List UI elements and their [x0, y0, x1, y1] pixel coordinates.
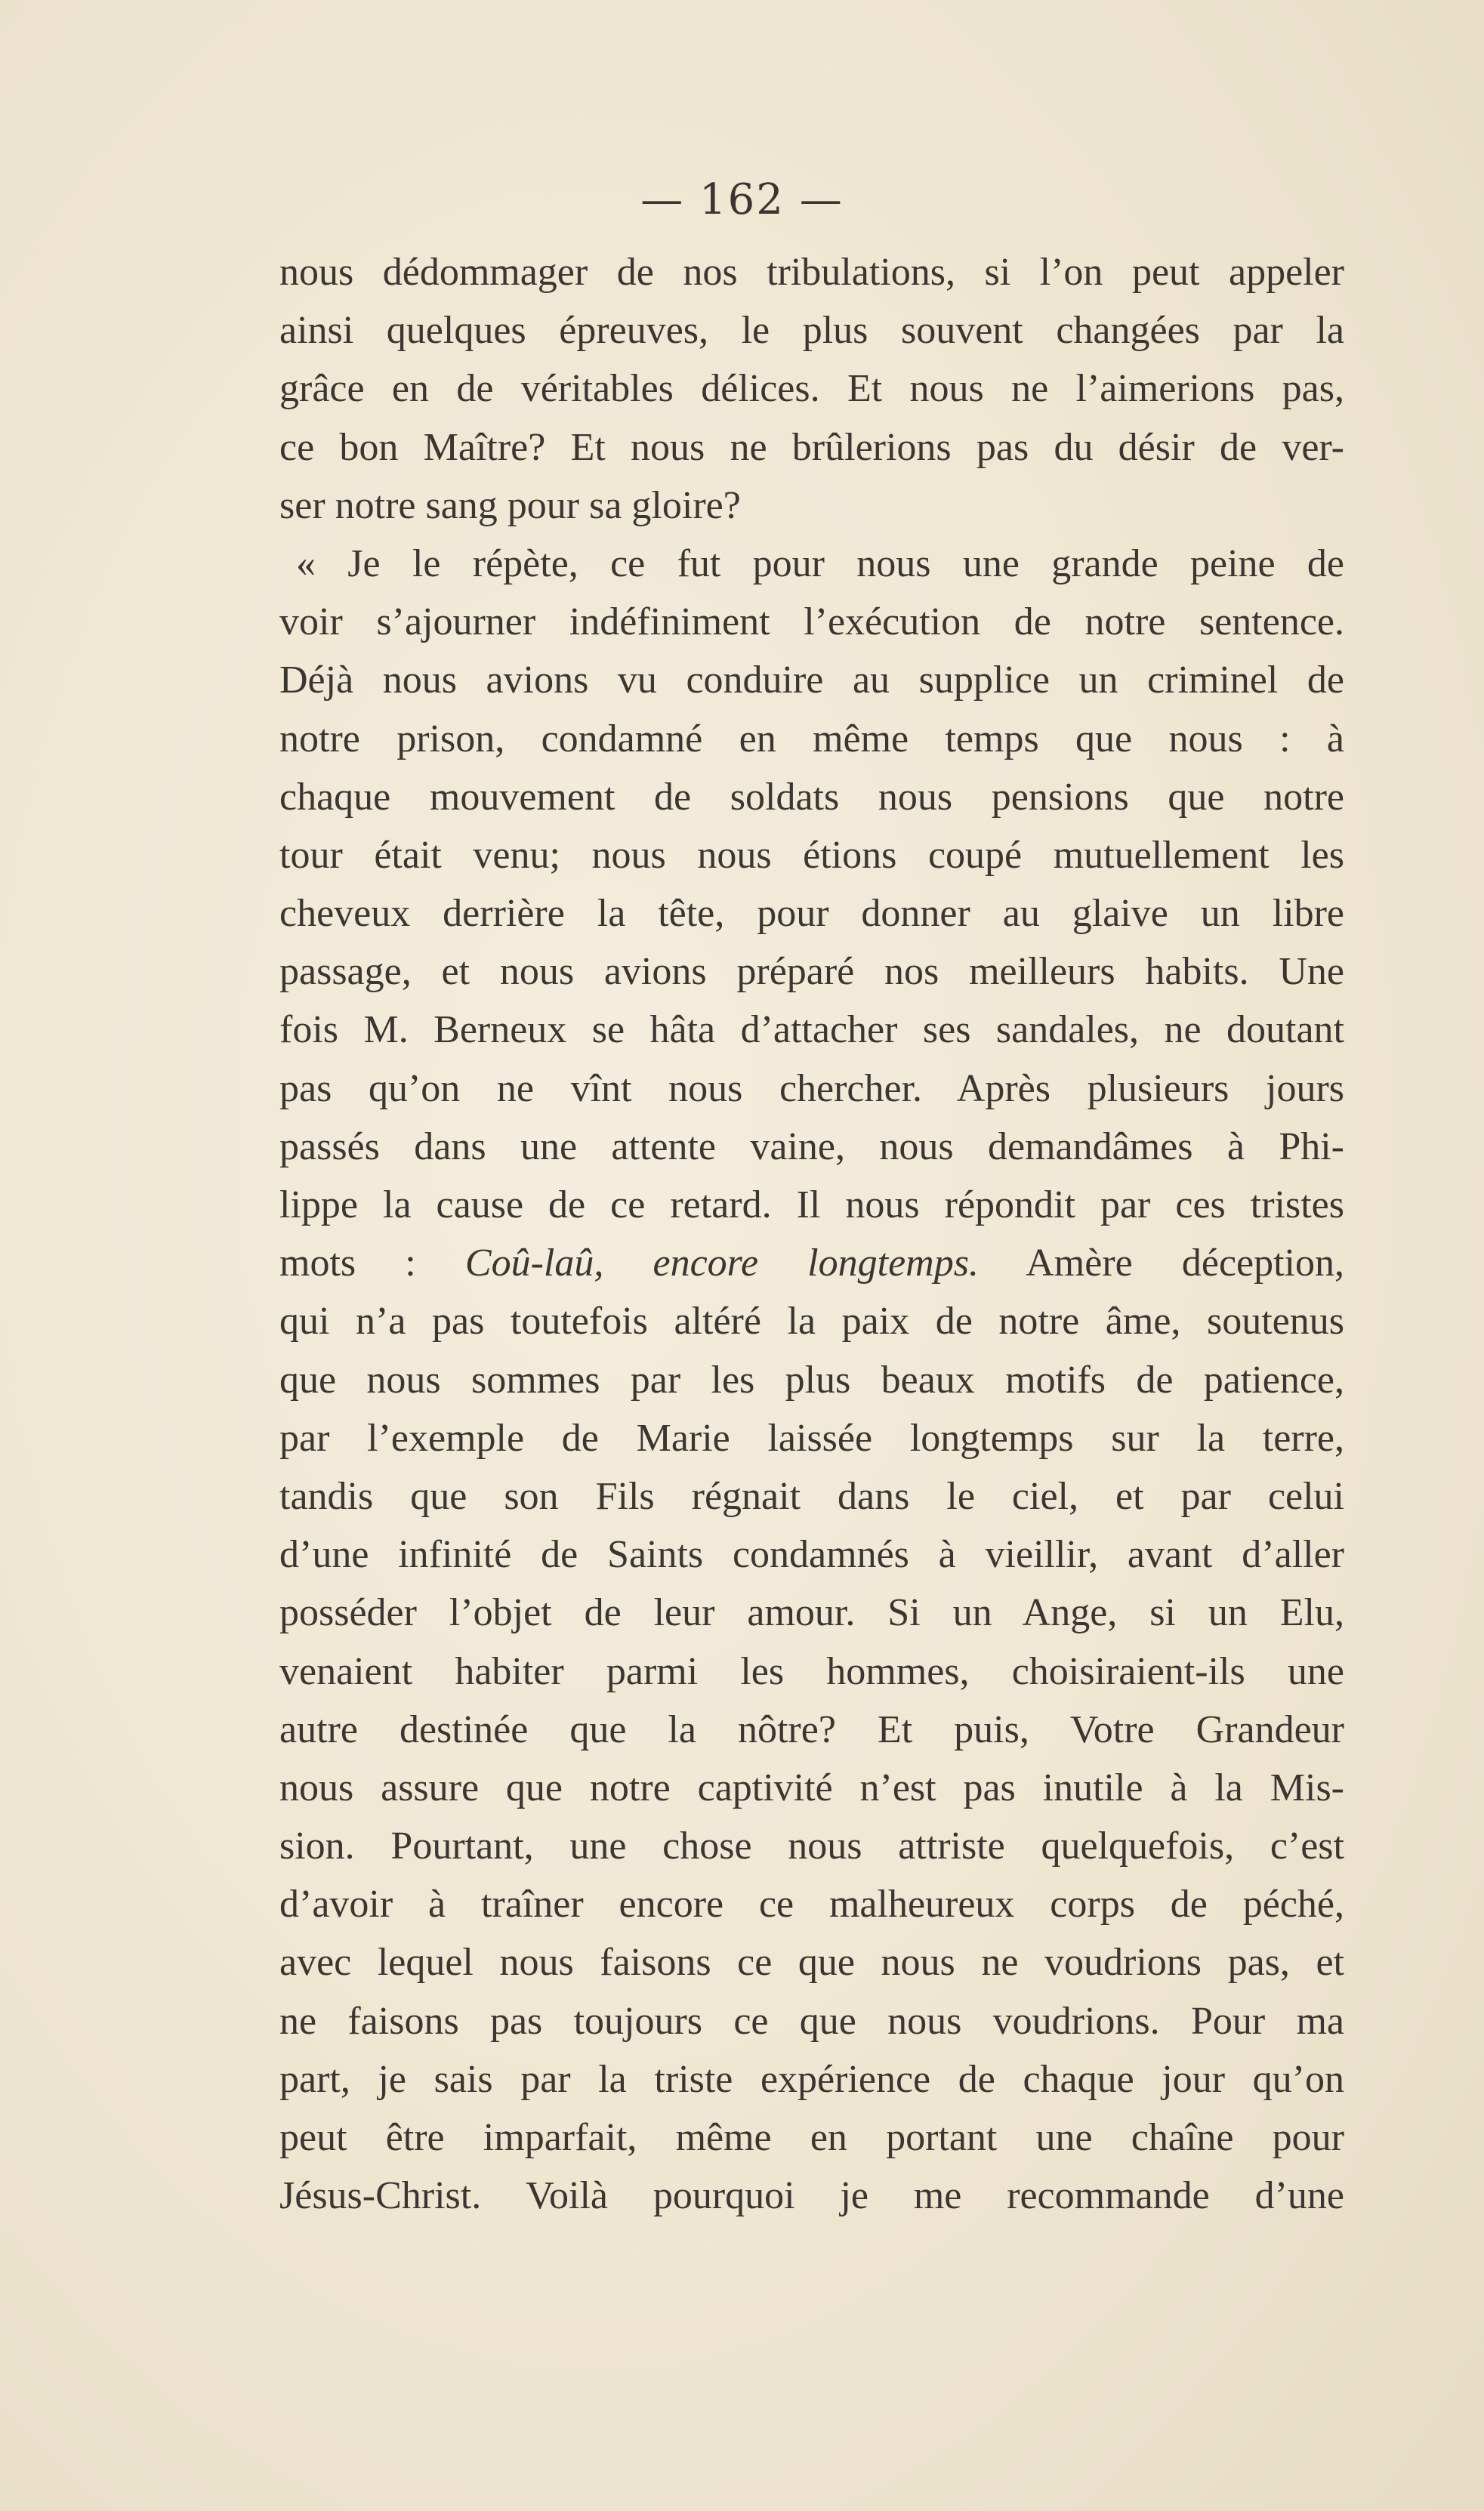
text-line: venaient habiter parmi les hommes, choisiraient-ils une	[279, 1649, 1344, 1693]
text-line: qui n’a pas toutefois altéré la paix de notre âme, soutenus	[279, 1300, 1344, 1343]
body-text	[279, 243, 1344, 2225]
text-line: chaque mouvement de soldats nous pensions que notre	[279, 775, 1344, 819]
text-line: fois M. Berneux se hâta d’attacher ses sandales, ne doutant	[279, 1008, 1344, 1052]
text-line: voir s’ajourner indéfiniment l’exécution de notre sentence.	[279, 600, 1344, 644]
text-line: Jésus-Christ. Voilà pourquoi je me recommande d’une	[279, 2174, 1344, 2218]
text-line: pas qu’on ne vînt nous chercher. Après plusieurs jours	[279, 1066, 1344, 1110]
text-line: Déjà nous avions vu conduire au supplice un criminel de	[279, 659, 1344, 702]
text-line: passés dans une attente vaine, nous demandâmes à Phi-	[279, 1124, 1344, 1168]
text-line: par l’exemple de Marie laissée longtemps sur la terre,	[279, 1416, 1344, 1460]
text-line: part, je sais par la triste expérience de chaque jour qu’on	[279, 2057, 1344, 2101]
text-line: d’une infinité de Saints condamnés à vieillir, avant d’aller	[279, 1533, 1344, 1577]
text-line: ainsi quelques épreuves, le plus souvent changées par la	[279, 309, 1344, 353]
text-line: tandis que son Fils régnait dans le ciel, et par celui	[279, 1474, 1344, 1518]
text-line: ne faisons pas toujours ce que nous voudrions. Pour ma	[279, 1999, 1344, 2043]
text-line: ser notre sang pour sa gloire?	[279, 483, 741, 527]
text-line: que nous sommes par les plus beaux motifs de patience,	[279, 1358, 1344, 1402]
text-line: « Je le répète, ce fut pour nous une grande peine de	[296, 541, 1344, 585]
text-line: tour était venu; nous nous étions coupé mutuellement les	[279, 833, 1344, 877]
italic-quote: Coû-laû, encore longtemps.	[464, 1242, 979, 1285]
text-line: d’avoir à traîner encore ce malheureux corps de péché,	[279, 1883, 1344, 1926]
text-line: grâce en de véritables délices. Et nous ne l’aimerions pas,	[279, 367, 1344, 411]
text-line: lippe la cause de ce retard. Il nous répondit par ces tristes	[279, 1183, 1344, 1226]
text-line: passage, et nous avions préparé nos meilleurs habits. Une	[279, 950, 1344, 994]
page-number: — 162 —	[640, 175, 844, 224]
text-span: mots :	[279, 1242, 465, 1285]
text-line: avec lequel nous faisons ce que nous ne voudrions pas, et	[279, 1941, 1344, 1985]
text-span: Amère déception,	[978, 1242, 1344, 1285]
text-line: nous dédommager de nos tribulations, si l’on peut appeler	[279, 251, 1344, 294]
text-line: ce bon Maître? Et nous ne brûlerions pas du désir de ver-	[279, 425, 1344, 469]
text-line: autre destinée que la nôtre? Et puis, Votre Grandeur	[279, 1707, 1344, 1751]
text-line-with-italic	[279, 1234, 1344, 1292]
text-line: peut être imparfait, même en portant une chaîne pour	[279, 2116, 1344, 2159]
text-line: notre prison, condamné en même temps que nous : à	[279, 717, 1344, 760]
text-line: sion. Pourtant, une chose nous attriste quelquefois, c’est	[279, 1825, 1344, 1868]
text-line: posséder l’objet de leur amour. Si un Ange, si un Elu,	[279, 1591, 1344, 1635]
text-line: nous assure que notre captivité n’est pas inutile à la Mis-	[279, 1766, 1344, 1809]
text-line: cheveux derrière la tête, pour donner au glaive un libre	[279, 892, 1344, 936]
